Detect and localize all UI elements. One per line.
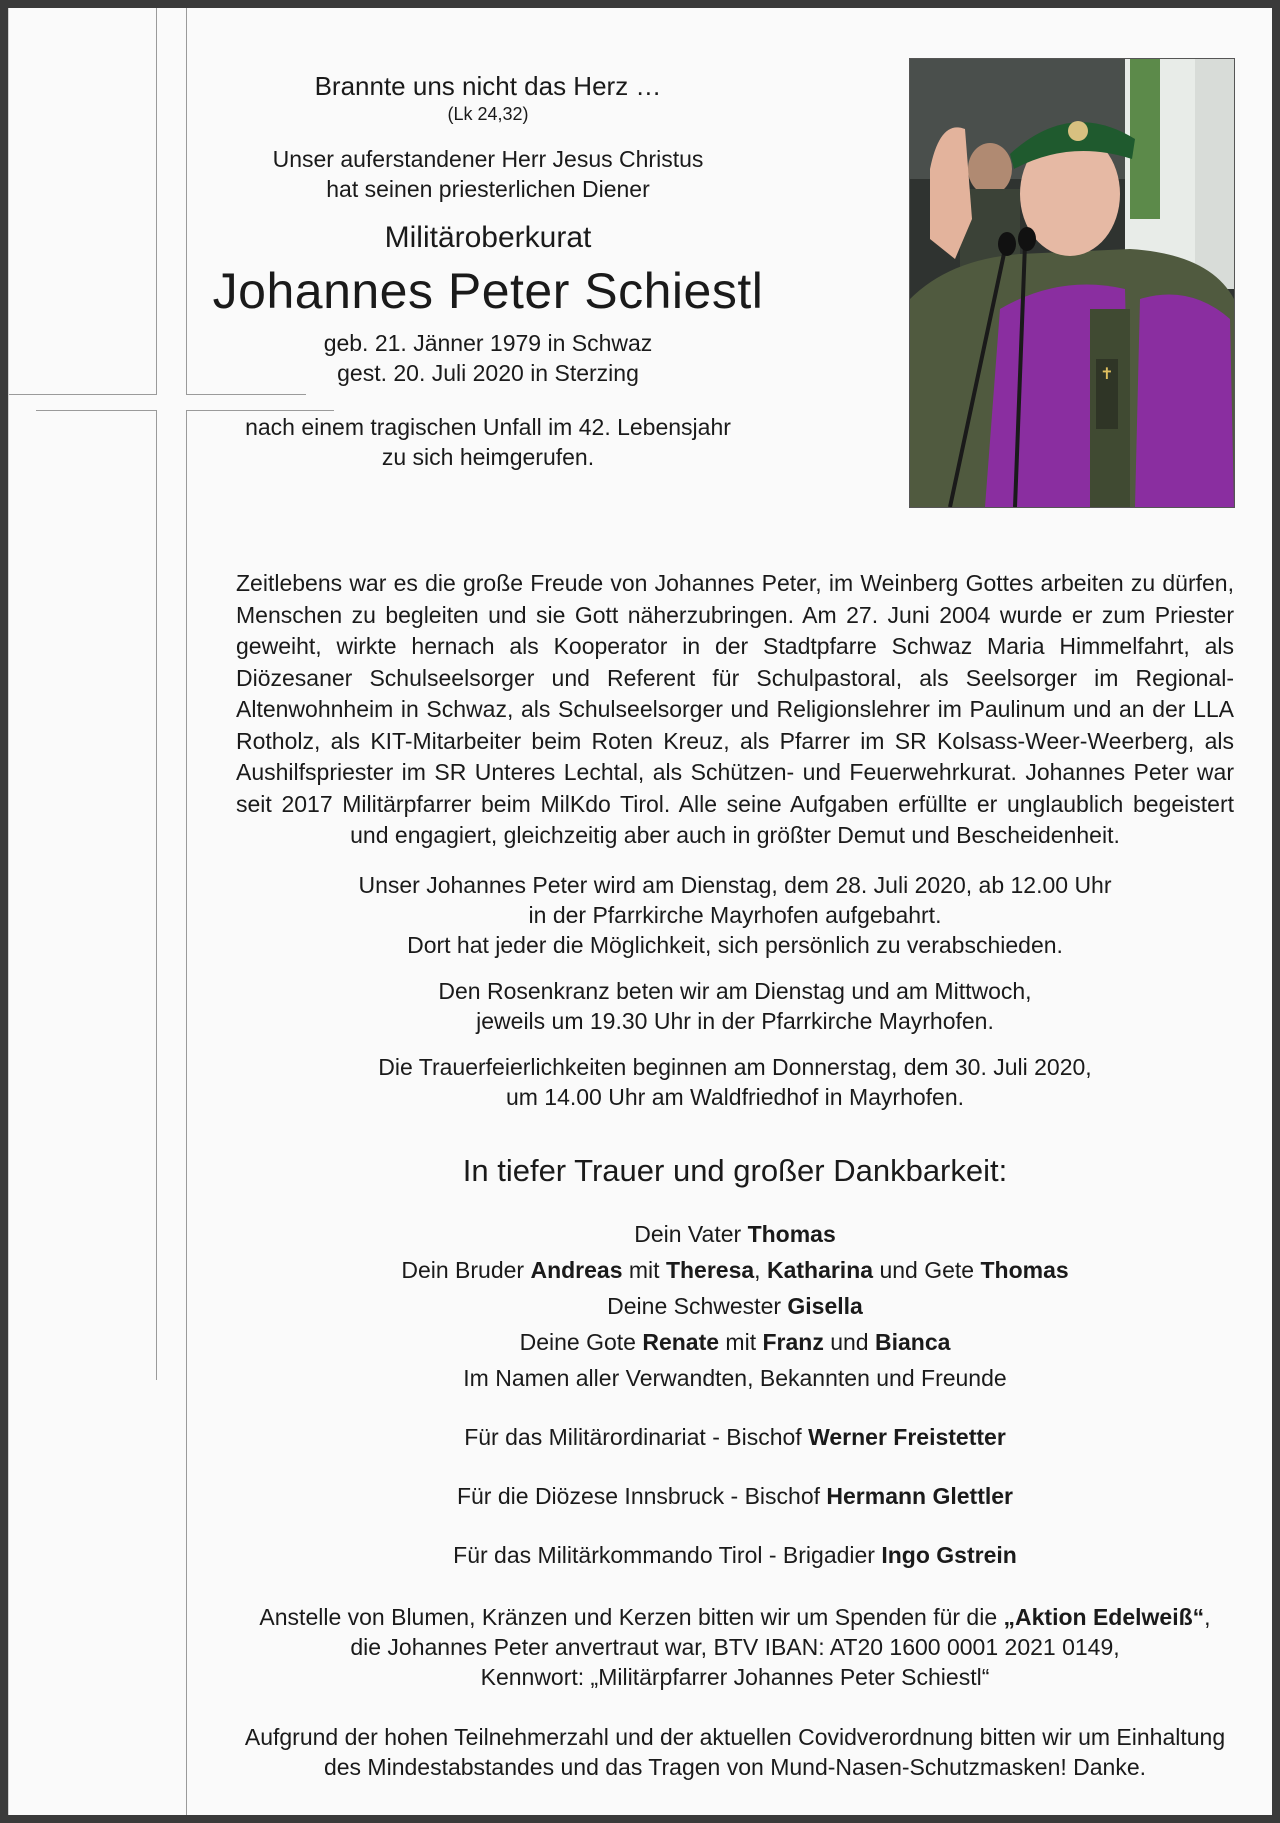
cross-bar-left-lower xyxy=(36,410,157,411)
rosary-line-2: jeweils um 19.30 Uhr in der Pfarrkirche Mayrhofen. xyxy=(476,1008,994,1034)
bible-verse: Brannte uns nicht das Herz … xyxy=(314,71,662,101)
cross-line-left-lower xyxy=(156,410,157,1380)
donation-line-1: Anstelle von Blumen, Kränzen und Kerzen bitten wir um Spenden für die „Aktion Edelweiß“, xyxy=(259,1604,1211,1630)
donation-request xyxy=(236,1602,1234,1692)
covid-notice xyxy=(236,1722,1234,1782)
viewing-line-2: in der Pfarrkirche Mayrhofen aufgebahrt. xyxy=(528,902,942,928)
service-information xyxy=(236,870,1234,1112)
mourner-father: Dein Vater Thomas xyxy=(634,1221,836,1247)
donation-line-2: die Johannes Peter anvertraut war, BTV IBAN: AT20 1600 0001 2021 0149, xyxy=(350,1634,1120,1660)
death-line-2: zu sich heimgerufen. xyxy=(381,444,595,470)
mourner-relatives: Im Namen aller Verwandten, Bekannten und Freunde xyxy=(463,1365,1007,1391)
cross-line-inner-upper xyxy=(186,246,187,394)
life-dates xyxy=(208,328,768,388)
mourner-sister: Deine Schwester Gisella xyxy=(607,1293,863,1319)
cross-line-right-lower xyxy=(186,410,187,1815)
intro-line-2: hat seinen priesterlichen Diener xyxy=(326,176,650,202)
mourner-diocese: Für die Diözese Innsbruck - Bischof Hermann Glettler xyxy=(456,1483,1014,1509)
viewing-info xyxy=(236,870,1234,960)
obituary-header xyxy=(208,58,768,472)
intro-text xyxy=(208,144,768,204)
funeral-info xyxy=(236,1052,1234,1112)
death-circumstance xyxy=(208,412,768,472)
cross-line-far-left xyxy=(8,8,9,1815)
cross-line-left-upper xyxy=(156,8,157,394)
intro-line-1: Unser auferstandener Herr Jesus Christus xyxy=(272,146,704,172)
svg-text:✝: ✝ xyxy=(1100,364,1114,383)
funeral-line-2: um 14.00 Uhr am Waldfriedhof in Mayrhofen. xyxy=(505,1084,965,1110)
viewing-line-1: Unser Johannes Peter wird am Dienstag, dem 28. Juli 2020, ab 12.00 Uhr xyxy=(358,872,1112,898)
mourner-ordinariat: Für das Militärordinariat - Bischof Werner Freistetter xyxy=(464,1424,1006,1450)
birth-date: geb. 21. Jänner 1979 in Schwaz xyxy=(323,330,653,356)
biography-text: Zeitlebens war es die große Freude von Johannes Peter, im Weinberg Gottes arbeiten zu dürfen, Menschen zu begleiten und sie Gott näherzubringen. Am 27. Juni 2004 wurde er zum Priester geweiht, wirkte hernach als Kooperator in der Stadtpfarre Schwaz Maria Himmelfahrt, als Diözesaner Schulseelsorger und Referent für Schulpastoral, als Seelsorger im Regional-Altenwohnheim in Schwaz, als Schulseelsorger und Religionslehrer im Paulinum und an der LLA Rotholz, als KIT-Mitarbeiter beim Roten Kreuz, als Pfarrer im SR Kolsass-Weer-Weerberg, als Aushilfspriester im SR Unteres Lechtal, als Schützen- und Feuerwehrkurat. Johannes Peter war seit 2017 Militärpfarrer beim MilKdo Tirol. Alle seine Aufgaben erfüllte er unglaublich begeistert und engagiert, gleichzeitig aber auch in größter Demut und Bescheidenheit. xyxy=(236,570,1234,848)
bible-verse-reference: (Lk 24,32) xyxy=(447,104,529,124)
covid-line-2: des Mindestabstandes und das Tragen von Mund-Nasen-Schutzmasken! Danke. xyxy=(323,1754,1147,1780)
rosary-info xyxy=(236,976,1234,1036)
mourners-list xyxy=(236,1216,1234,1573)
rosary-line-1: Den Rosenkranz beten wir am Dienstag und am Mittwoch, xyxy=(438,978,1032,1004)
mourner-godmother: Deine Gote Renate mit Franz und Bianca xyxy=(519,1329,951,1355)
death-date: gest. 20. Juli 2020 in Sterzing xyxy=(337,360,639,386)
mourner-military-command: Für das Militärkommando Tirol - Brigadier Ingo Gstrein xyxy=(453,1542,1017,1568)
deceased-name: Johannes Peter Schiestl xyxy=(212,263,764,319)
cross-bar-left-upper xyxy=(8,394,157,395)
covid-line-1: Aufgrund der hohen Teilnehmerzahl und der aktuellen Covidverordnung bitten wir um Einhaltung xyxy=(244,1724,1226,1750)
viewing-line-3: Dort hat jeder die Möglichkeit, sich persönlich zu verabschieden. xyxy=(407,932,1063,958)
deceased-rank: Militäroberkurat xyxy=(384,221,592,254)
funeral-line-1: Die Trauerfeierlichkeiten beginnen am Donnerstag, dem 30. Juli 2020, xyxy=(378,1054,1092,1080)
grief-heading: In tiefer Trauer und großer Dankbarkeit: xyxy=(462,1153,1008,1188)
obituary-page xyxy=(8,8,1272,1815)
death-line-1: nach einem tragischen Unfall im 42. Lebensjahr xyxy=(245,414,731,440)
portrait-photo-icon xyxy=(909,58,1235,508)
mourner-brother: Dein Bruder Andreas mit Theresa, Katharina und Gete Thomas xyxy=(401,1257,1069,1283)
donation-line-3: Kennwort: „Militärpfarrer Johannes Peter Schiestl“ xyxy=(480,1664,990,1690)
